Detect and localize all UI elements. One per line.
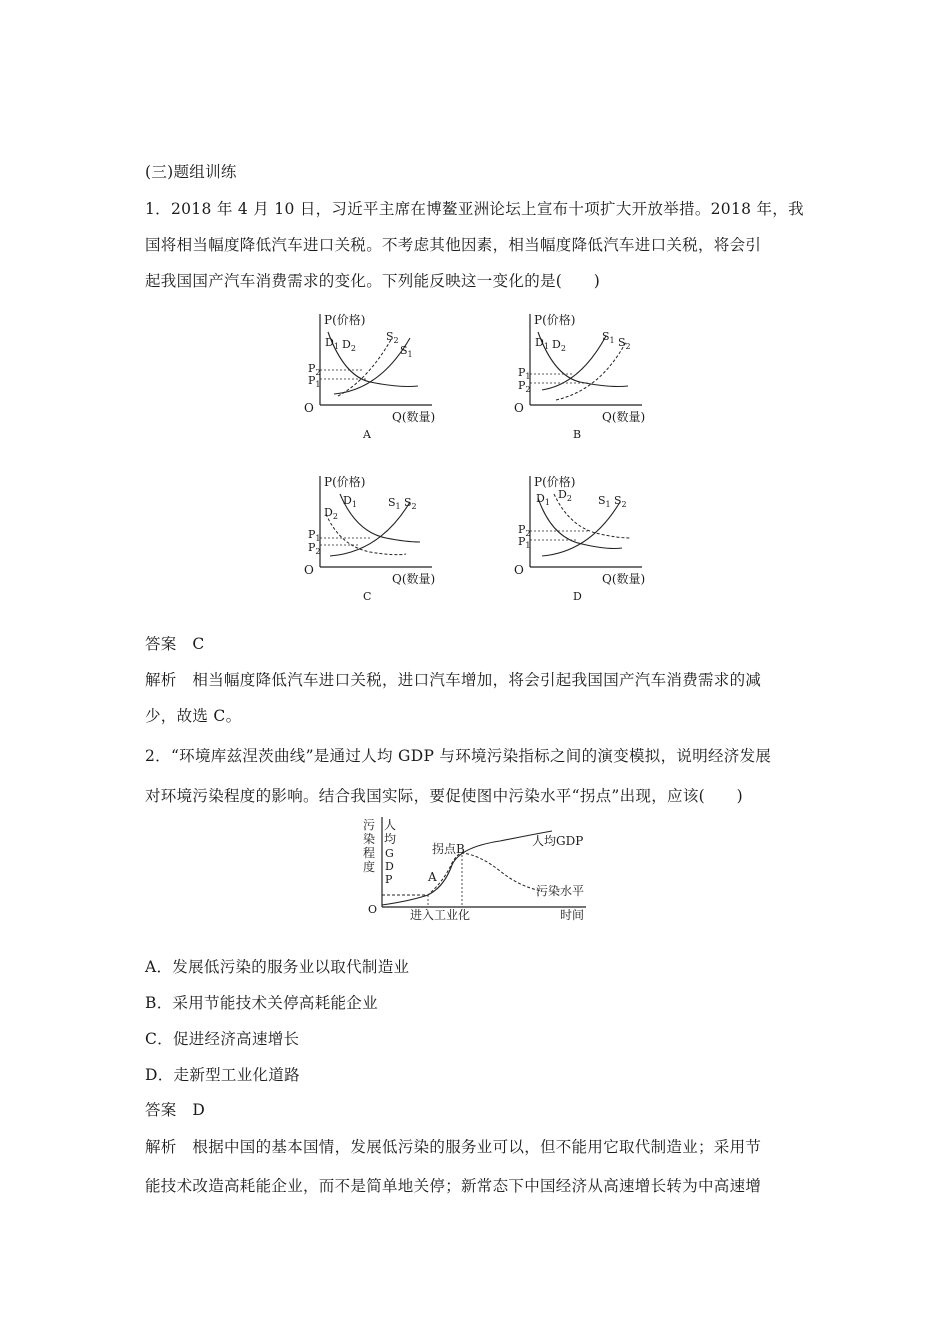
svg-text:人均GDP: 人均GDP — [532, 834, 584, 848]
svg-text:D1: $D_1$ — [535, 336, 549, 351]
svg-text:S2: $S_2$ — [614, 494, 627, 509]
analysis-1-line-1: 解析 相当幅度降低汽车进口关税，进口汽车增加，将会引起我国国产汽车消费需求的减 — [145, 671, 762, 689]
svg-text:O: O — [368, 903, 378, 916]
kuznets-curve-figure[interactable] — [360, 815, 600, 931]
svg-text:度: 度 — [363, 860, 376, 874]
svg-text:P(价格): P(价格) — [534, 313, 576, 327]
analysis-2-line-1: 解析 根据中国的基本国情，发展低污染的服务业可以，但不能用它取代制造业；采用节 — [145, 1138, 762, 1156]
svg-text:P(价格): P(价格) — [324, 475, 366, 489]
svg-text:拐点B: 拐点B — [432, 842, 465, 856]
graph-caption-c: C — [363, 590, 372, 603]
svg-text:D1: $D_1$ — [343, 494, 357, 509]
svg-text:P1: $P_1$ — [308, 528, 321, 543]
svg-text:P2: $P_2$ — [308, 541, 321, 556]
question-1-line-1: 1．2018 年 4 月 10 日，习近平主席在博鳌亚洲论坛上宣布十项扩大开放举措。2018 年，我 — [145, 200, 804, 218]
option-d[interactable]: D．走新型工业化道路 — [145, 1066, 300, 1084]
svg-text:O: O — [514, 401, 524, 415]
svg-text:S1: $S_1$ — [400, 344, 413, 359]
svg-text:D2: $D_2$ — [342, 338, 356, 353]
svg-text:Q(数量): Q(数量) — [602, 572, 646, 586]
graph-caption-a: A — [363, 428, 371, 441]
svg-text:P: P — [385, 873, 393, 886]
section-title: (三)题组训练 — [145, 163, 237, 181]
svg-text:S1: $S_1$ — [602, 330, 615, 345]
graph-d[interactable] — [510, 472, 660, 611]
svg-text:D: D — [385, 860, 394, 873]
svg-text:D1: $D_1$ — [536, 492, 550, 507]
svg-text:均: 均 — [384, 832, 397, 846]
svg-text:P2: $P_2$ — [518, 379, 531, 394]
graph-c[interactable] — [300, 472, 450, 611]
svg-text:P(价格): P(价格) — [324, 313, 366, 327]
svg-text:P2: $P_2$ — [518, 523, 531, 538]
answer-1: 答案 C — [145, 635, 205, 653]
svg-text:O: O — [514, 563, 524, 577]
svg-text:S2: $S_2$ — [386, 330, 399, 345]
question-1-line-2: 国将相当幅度降低汽车进口关税。不考虑其他因素，相当幅度降低汽车进口关税，将会引 — [145, 236, 762, 254]
svg-text:P(价格): P(价格) — [534, 475, 576, 489]
svg-text:P2: $P_2$ — [308, 362, 321, 377]
analysis-1-line-2: 少，故选 C。 — [145, 707, 242, 725]
svg-text:S2: $S_2$ — [618, 336, 631, 351]
svg-text:Q(数量): Q(数量) — [602, 410, 646, 424]
question-1-line-3: 起我国国产汽车消费需求的变化。下列能反映这一变化的是( ) — [145, 272, 601, 290]
svg-text:人: 人 — [384, 818, 397, 832]
svg-text:S2: $S_2$ — [404, 496, 417, 511]
svg-text:P1: $P_1$ — [518, 366, 531, 381]
svg-text:A: A — [428, 870, 437, 884]
svg-text:时间: 时间 — [560, 908, 585, 922]
svg-text:O: O — [304, 563, 314, 577]
svg-text:S1: $S_1$ — [388, 496, 401, 511]
svg-text:污染水平: 污染水平 — [536, 884, 585, 898]
svg-text:D2: $D_2$ — [324, 506, 338, 521]
question-2-line-2: 对环境污染程度的影响。结合我国实际，要促使图中污染水平“拐点”出现，应该( ) — [145, 787, 743, 805]
svg-text:进入工业化: 进入工业化 — [410, 908, 471, 922]
svg-text:D2: $D_2$ — [558, 488, 572, 503]
option-a[interactable]: A．发展低污染的服务业以取代制造业 — [145, 958, 410, 976]
svg-text:Q(数量): Q(数量) — [392, 572, 436, 586]
svg-text:O: O — [304, 401, 314, 415]
svg-text:Q(数量): Q(数量) — [392, 410, 436, 424]
graph-caption-d: D — [573, 590, 582, 603]
question-2-line-1: 2．“环境库兹涅茨曲线”是通过人均 GDP 与环境污染指标之间的演变模拟，说明经济发展 — [145, 747, 772, 765]
graph-caption-b: B — [573, 428, 582, 441]
svg-text:D1: $D_1$ — [325, 336, 339, 351]
svg-text:污: 污 — [363, 818, 376, 832]
option-b[interactable]: B．采用节能技术关停高耗能企业 — [145, 994, 378, 1012]
option-c[interactable]: C．促进经济高速增长 — [145, 1030, 300, 1048]
analysis-2-line-2: 能技术改造高耗能企业，而不是简单地关停；新常态下中国经济从高速增长转为中高速增 — [145, 1177, 762, 1195]
graph-a[interactable] — [300, 310, 450, 449]
svg-text:程: 程 — [363, 846, 376, 860]
svg-text:P1: $P_1$ — [518, 535, 531, 550]
answer-2: 答案 D — [145, 1101, 206, 1119]
svg-text:P1: $P_1$ — [308, 374, 321, 389]
svg-text:D2: $D_2$ — [552, 338, 566, 353]
graph-b[interactable] — [510, 310, 660, 449]
svg-text:染: 染 — [363, 832, 376, 846]
svg-text:G: G — [385, 847, 394, 860]
svg-text:S1: $S_1$ — [598, 494, 611, 509]
